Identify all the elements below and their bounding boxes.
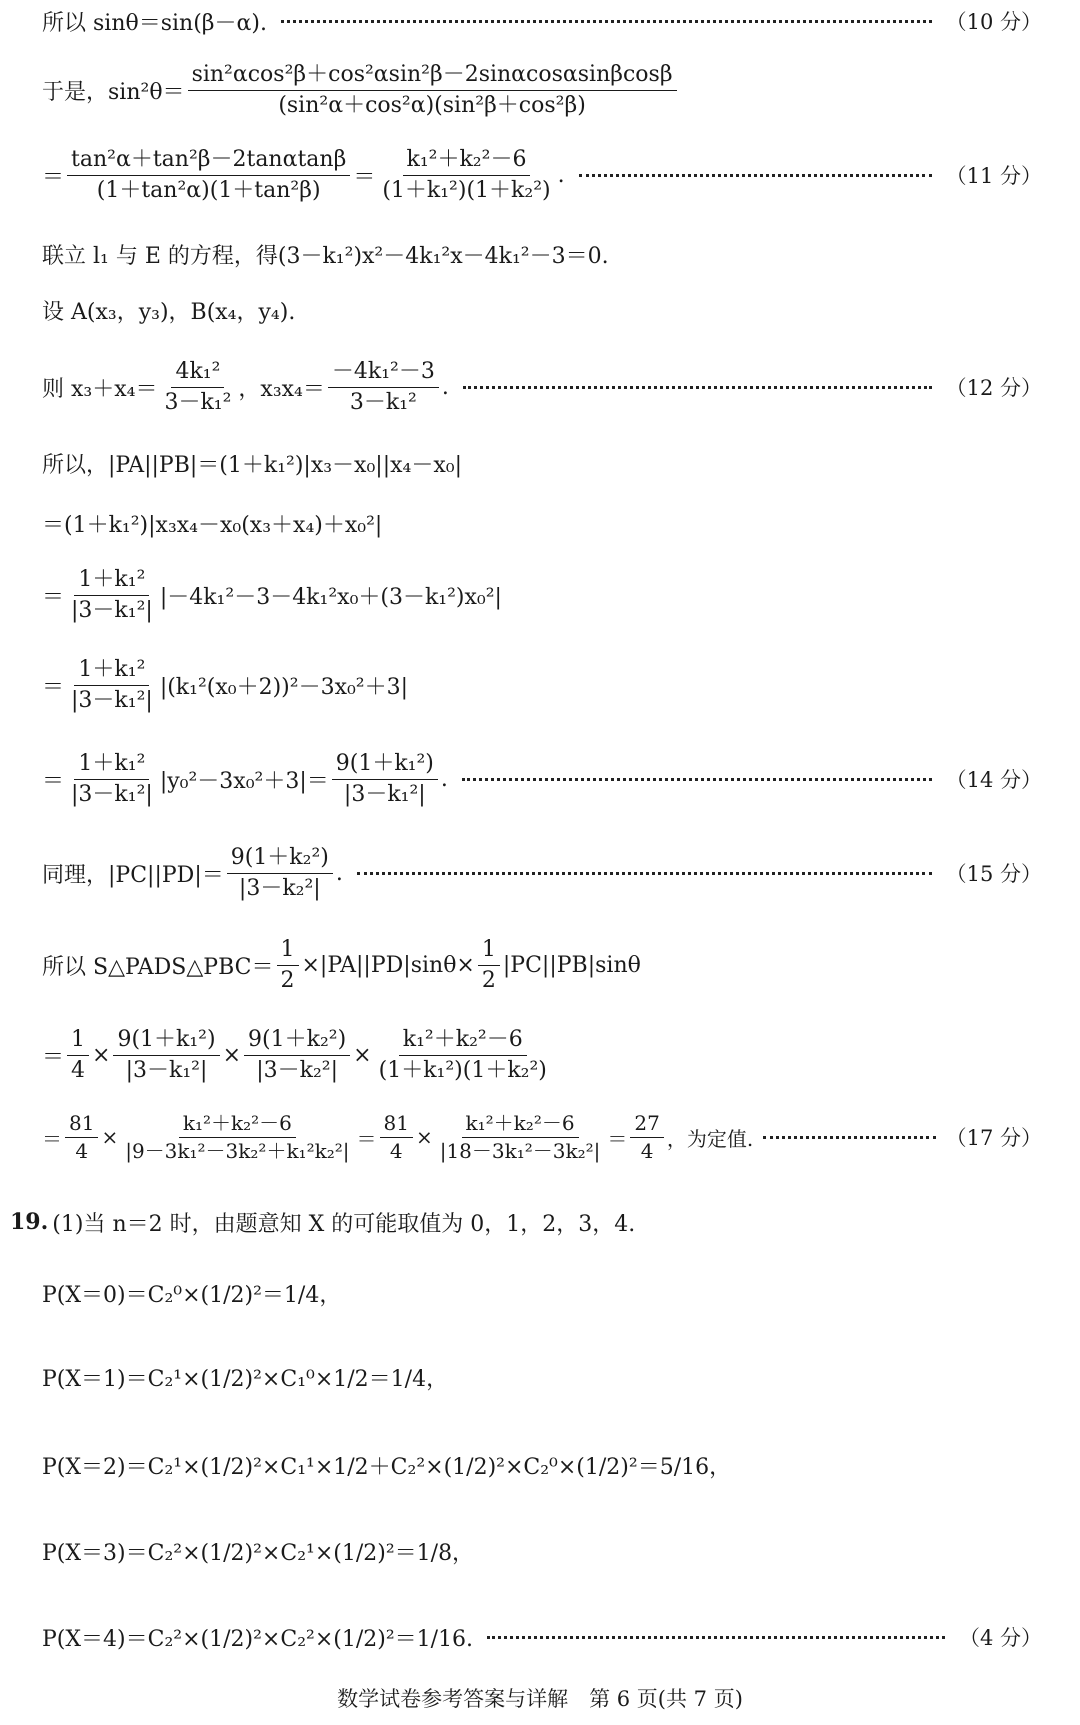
times-sign: × [353,1042,372,1068]
line-prefix: ＝ [42,164,65,190]
numerator: 81 [65,1112,98,1138]
fraction [67,751,157,807]
times-sign: × [415,1125,433,1149]
denominator: 4 [389,1138,403,1163]
line-prefix: ＝ [42,584,65,610]
denominator: |3－k₂²| [256,1057,338,1083]
fraction [375,1027,551,1083]
page-footer: 数学试卷参考答案与详解 第 6 页(共 7 页) [337,1687,743,1711]
denominator: (sin²α＋cos²α)(sin²β＋cos²β) [278,92,586,118]
line-suffix: . [335,860,343,886]
solution-line-5 [0,292,1080,328]
numerator: k₁²＋k₂²－6 [399,1027,527,1055]
fraction [244,1027,350,1083]
numerator: 1＋k₁² [74,567,149,595]
line-text: 联立 l₁ 与 E 的方程，得(3－k₁²)x²－4k₁²x－4k₁²－3＝0. [42,243,609,269]
line-suffix: . [440,766,448,792]
numerator: k₁²＋k₂²－6 [179,1112,296,1138]
solution-line-1 [0,4,1080,38]
numerator: 9(1＋k₂²) [244,1027,350,1055]
fraction [328,359,439,415]
score-label: （11 分） [945,164,1042,188]
denominator: (1＋k₁²)(1＋k₂²) [378,1057,547,1083]
dot-leader [579,174,932,177]
solution-line-12 [0,838,1080,908]
numerator: 1 [277,937,299,965]
fraction [332,751,438,807]
equals-sign: ＝ [356,1126,377,1151]
denominator: |18－3k₁²－3k₂²| [439,1138,601,1163]
numerator: －4k₁²－3 [328,359,439,387]
line-text: 所以，|PA||PB|＝(1＋k₁²)|x₃－x₀||x₄－x₀| [42,452,462,478]
numerator: 81 [380,1112,413,1138]
line-text: P(X＝2)＝C₂¹×(1/2)²×C₁¹×1/2＋C₂²×(1/2)²×C₂⁰×(1/2)²＝5/16， [42,1454,732,1480]
score-label: （4 分） [958,1626,1042,1650]
line-text: P(X＝1)＝C₂¹×(1/2)²×C₁⁰×1/2＝1/4， [42,1366,449,1392]
solution-line-2 [0,55,1080,125]
solution-line-20 [0,1526,1080,1576]
question-number: 19. [10,1209,49,1235]
score-label: （12 分） [945,376,1042,400]
denominator: |3－k₁²| [71,781,153,807]
solution-line-9 [0,560,1080,630]
fraction [67,147,350,203]
fraction [188,62,677,118]
dot-leader [463,386,932,389]
denominator: 4 [71,1057,86,1083]
denominator: (1＋tan²α)(1＋tan²β) [96,177,321,203]
numerator: tan²α＋tan²β－2tanαtanβ [67,147,350,175]
solution-line-10 [0,650,1080,720]
denominator: 2 [481,967,496,993]
numerator: 1 [67,1027,89,1055]
line-suffix: |(k₁²(x₀＋2))²－3x₀²＋3| [159,674,409,700]
line-suffix: |PC||PB|sinθ [502,952,641,978]
line-suffix: . [557,162,565,188]
line-suffix: ，为定值. [666,1126,754,1151]
numerator: 9(1＋k₂²) [227,845,333,873]
line-suffix: . [441,374,449,400]
dot-leader [487,1636,945,1639]
solution-line-13 [0,930,1080,1000]
line-text: (1)当 n＝2 时，由题意知 X 的可能取值为 0，1，2，3，4. [52,1211,636,1237]
fraction [478,937,500,993]
denominator: |3－k₂²| [238,875,321,901]
dot-leader [462,778,932,781]
solution-line-8 [0,505,1080,541]
fraction [160,359,235,415]
fraction [277,937,299,993]
equals-sign: ＝ [607,1126,628,1151]
numerator: k₁²＋k₂²－6 [403,147,531,175]
line-suffix: |－4k₁²－3－4k₁²x₀＋(3－k₁²)x₀²| [159,584,502,610]
numerator: sin²αcos²β＋cos²αsin²β－2sinαcosαsinβcosβ [188,62,677,90]
numerator: 4k₁² [171,359,224,387]
fraction [630,1112,663,1163]
line-prefix: ＝ [42,674,65,700]
line-prefix: 所以 S△PADS△PBC＝ [42,954,274,980]
numerator: k₁²＋k₂²－6 [462,1112,579,1138]
numerator: 9(1＋k₁²) [332,751,438,779]
solution-line-21 [0,1612,1080,1662]
dot-leader [763,1136,935,1139]
times-sign: × [92,1042,111,1068]
line-middle: |y₀²－3x₀²＋3|＝ [159,768,329,794]
fraction [436,1112,605,1163]
denominator: (1＋k₁²)(1＋k₂²) [382,177,551,203]
denominator: |3－k₁²| [125,1057,208,1083]
solution-line-3 [0,140,1080,210]
solution-line-7 [0,445,1080,481]
times-sign: × [222,1042,242,1068]
line-text: ＝(1＋k₁²)|x₃x₄－x₀(x₃＋x₄)＋x₀²| [42,512,383,538]
numerator: 1＋k₁² [74,657,149,685]
fraction [65,1112,98,1163]
fraction [121,1112,353,1163]
denominator: 2 [280,967,295,993]
fraction [67,567,157,623]
denominator: 3－k₁² [164,389,232,415]
dot-leader [357,872,932,875]
numerator: 27 [630,1112,663,1138]
line-text: P(X＝4)＝C₂²×(1/2)²×C₂²×(1/2)²＝1/16. [42,1626,474,1652]
solution-line-11 [0,744,1080,814]
line-prefix: ＝ [42,768,65,794]
line-text: P(X＝0)＝C₂⁰×(1/2)²＝1/4， [42,1282,342,1308]
score-label: （15 分） [945,862,1042,886]
fraction [227,845,333,901]
equals-sign: ＝ [353,164,376,190]
line-prefix: ＝ [42,1126,62,1151]
line-prefix: 于是，sin²θ＝ [42,79,185,105]
fraction [67,1027,89,1083]
numerator: 9(1＋k₁²) [113,1027,219,1055]
fraction [67,657,157,713]
line-text: P(X＝3)＝C₂²×(1/2)²×C₂¹×(1/2)²＝1/8， [42,1540,475,1566]
denominator: 4 [75,1138,89,1163]
denominator: |3－k₁²| [71,597,153,623]
line-middle: ，x₃x₄＝ [238,376,325,402]
dot-leader [281,20,932,23]
solution-line-14 [0,1020,1080,1090]
solution-line-18 [0,1352,1080,1402]
fraction [378,147,554,203]
fraction [113,1027,219,1083]
line-prefix: 同理，|PC||PD|＝ [42,862,224,888]
line-middle: ×|PA||PD|sinθ× [301,952,475,978]
denominator: |3－k₁²| [71,687,153,713]
numerator: 1＋k₁² [74,751,149,779]
solution-line-15 [0,1102,1080,1172]
solution-line-19 [0,1440,1080,1490]
line-text: 所以 sinθ＝sin(β－α). [42,10,267,36]
denominator: |9－3k₁²－3k₂²＋k₁²k₂²| [125,1138,350,1163]
question-19-line [0,1204,1080,1240]
solution-line-6 [0,352,1080,422]
solution-line-4 [0,236,1080,272]
denominator: 3－k₁² [349,389,417,415]
times-sign: × [101,1125,119,1149]
fraction [380,1112,413,1163]
score-label: （10 分） [945,10,1042,34]
score-label: （17 分） [945,1126,1042,1150]
numerator: 1 [478,937,500,965]
denominator: 4 [640,1138,654,1163]
score-label: （14 分） [945,768,1042,792]
denominator: |3－k₁²| [343,781,426,807]
line-text: 设 A(x₃，y₃)，B(x₄，y₄). [42,299,296,325]
line-prefix: ＝ [42,1044,65,1070]
solution-line-17 [0,1268,1080,1318]
line-prefix: 则 x₃＋x₄＝ [42,376,158,402]
